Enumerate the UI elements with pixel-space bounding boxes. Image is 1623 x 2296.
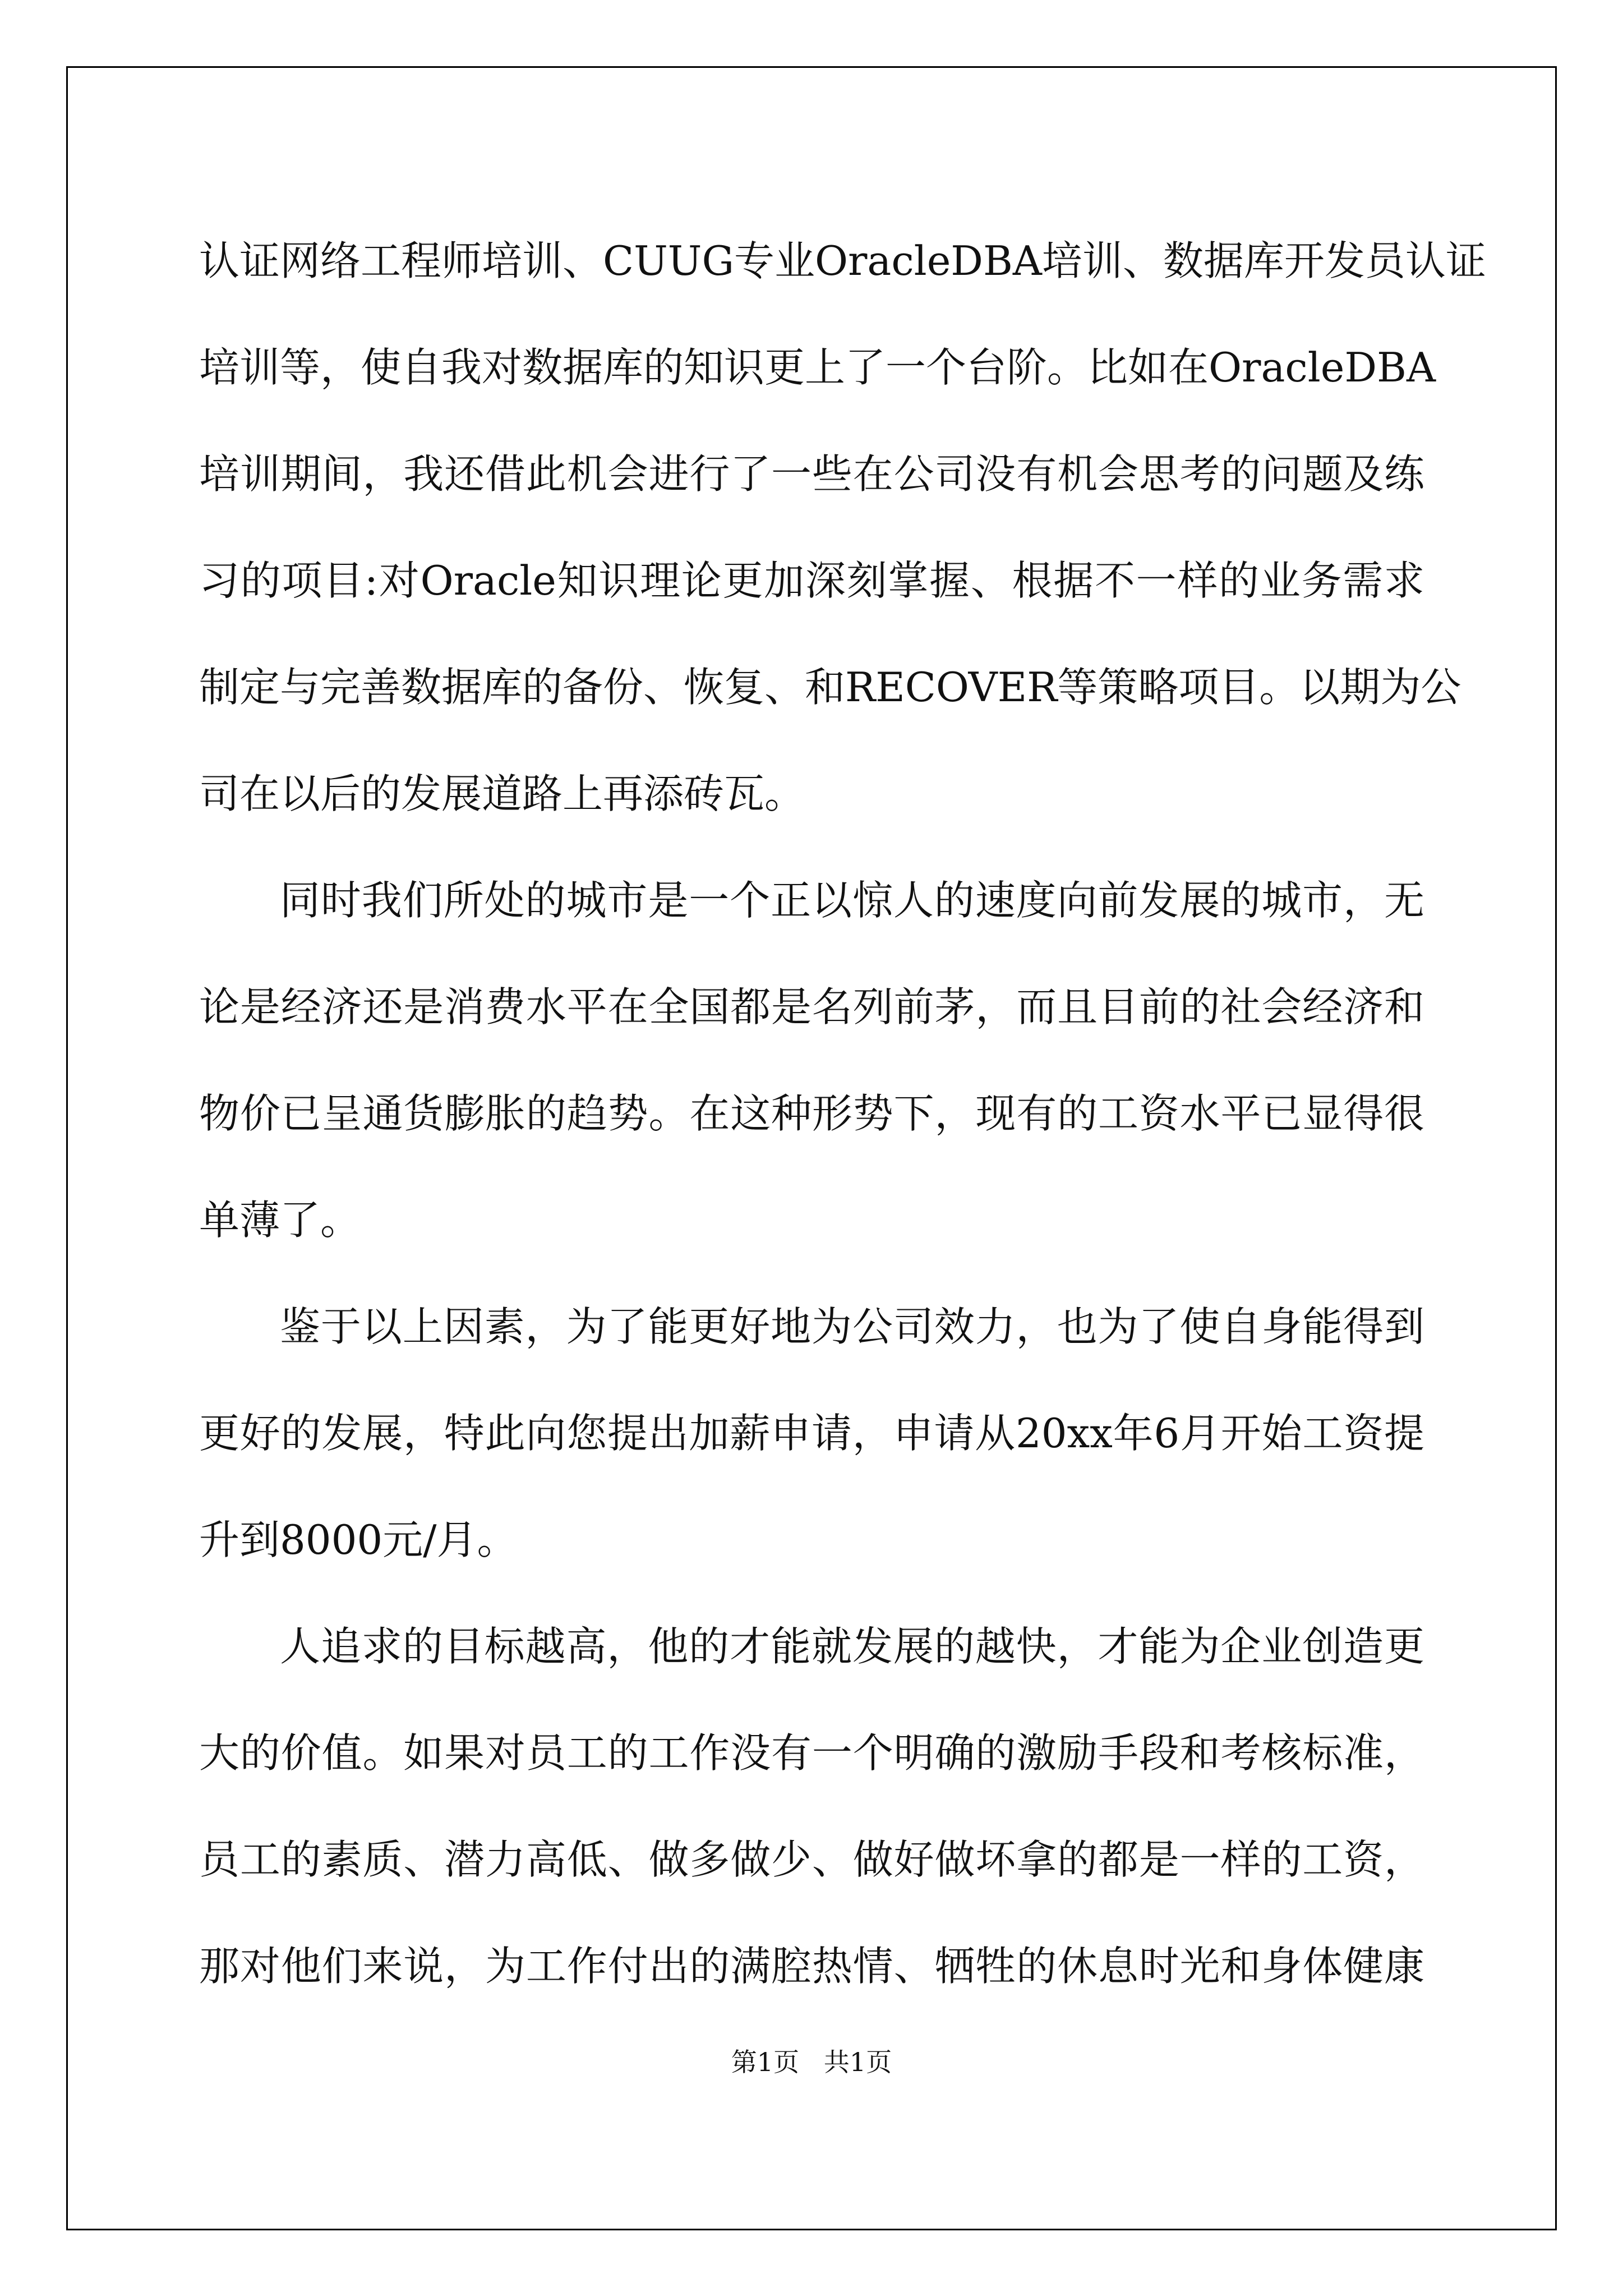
text-line: 认证网络工程师培训、CUUG专业OracleDBA培训、数据库开发员认证 — [199, 237, 1486, 284]
text-line: 培训等，使自我对数据库的知识更上了一个台阶。比如在OracleDBA — [199, 344, 1436, 391]
text-line: 论是经济还是消费水平在全国都是名列前茅，而且目前的社会经济和 — [199, 983, 1424, 1030]
text-line: 物价已呈通货膨胀的趋势。在这种形势下，现有的工资水平已显得很 — [199, 1090, 1424, 1137]
text-line: 更好的发展，特此向您提出加薪申请，申请从20xx年6月开始工资提 — [199, 1410, 1424, 1457]
text-line: 习的项目:对Oracle知识理论更加深刻掌握、根据不一样的业务需求 — [199, 557, 1424, 604]
text-line: 制定与完善数据库的备份、恢复、和RECOVER等策略项目。以期为公 — [199, 664, 1461, 711]
text-line: 培训期间，我还借此机会进行了一些在公司没有机会思考的问题及练 — [199, 450, 1424, 498]
text-line: 司在以后的发展道路上再添砖瓦。 — [199, 770, 805, 817]
page-number-label: 第1页 共1页 — [731, 2047, 892, 2077]
text-line: 升到8000元/月。 — [199, 1516, 518, 1563]
text-line: 同时我们所处的城市是一个正以惊人的速度向前发展的城市，无 — [280, 877, 1424, 924]
text-line: 员工的素质、潜力高低、做多做少、做好做坏拿的都是一样的工资， — [199, 1836, 1424, 1883]
text-line: 鉴于以上因素，为了能更好地为公司效力，也为了使自身能得到 — [280, 1303, 1424, 1350]
text-line: 单薄了。 — [199, 1197, 361, 1244]
text-line: 人追求的目标越高，他的才能就发展的越快，才能为企业创造更 — [280, 1623, 1424, 1670]
text-line: 大的价值。如果对员工的工作没有一个明确的激励手段和考核标准， — [199, 1729, 1424, 1777]
text-line: 那对他们来说，为工作付出的满腔热情、牺牲的休息时光和身体健康 — [199, 1943, 1424, 1990]
document-body — [199, 208, 1486, 2019]
page-footer — [0, 2042, 1623, 2079]
